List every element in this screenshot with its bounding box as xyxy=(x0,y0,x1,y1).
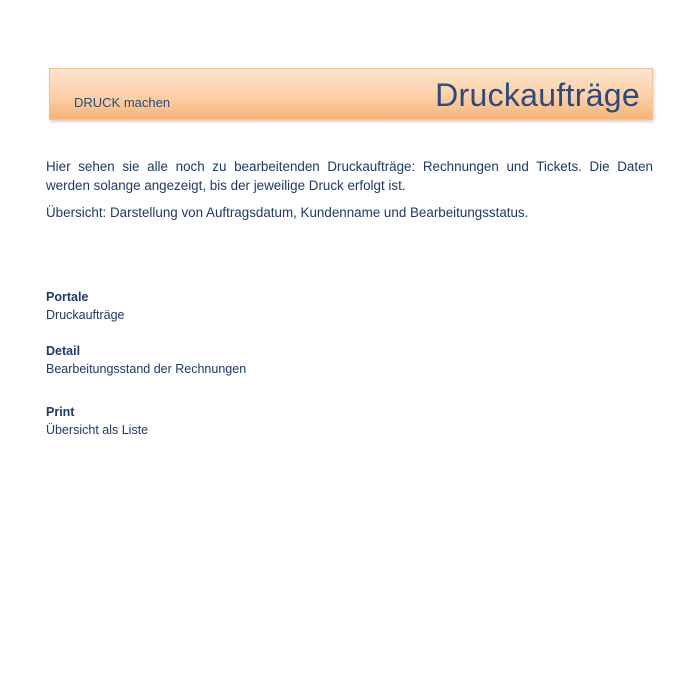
header-banner xyxy=(49,68,653,120)
section-text: Übersicht als Liste xyxy=(46,423,149,437)
section-text: Bearbeitungsstand der Rechnungen xyxy=(46,362,247,376)
section-text: Druckaufträge xyxy=(46,308,125,322)
section-heading: Detail xyxy=(46,344,81,358)
section-detail xyxy=(46,342,246,378)
section-print xyxy=(46,403,148,439)
section-heading: Portale xyxy=(46,290,89,304)
intro-paragraph-description: Hier sehen sie alle noch zu bearbeitenden Druckaufträge: Rechnungen und Tickets. Die Daten werden solange angezeigt, bis der jeweilige Druck erfolgt ist. xyxy=(46,159,653,193)
intro-text xyxy=(46,157,653,230)
banner-subtitle: DRUCK machen xyxy=(74,95,171,110)
intro-paragraph-overview: Übersicht: Darstellung von Auftragsdatum, Kundenname und Bearbeitungsstatus. xyxy=(46,205,529,220)
section-heading: Print xyxy=(46,405,75,419)
page-title: Druckaufträge xyxy=(435,77,640,113)
section-portale xyxy=(46,288,125,324)
